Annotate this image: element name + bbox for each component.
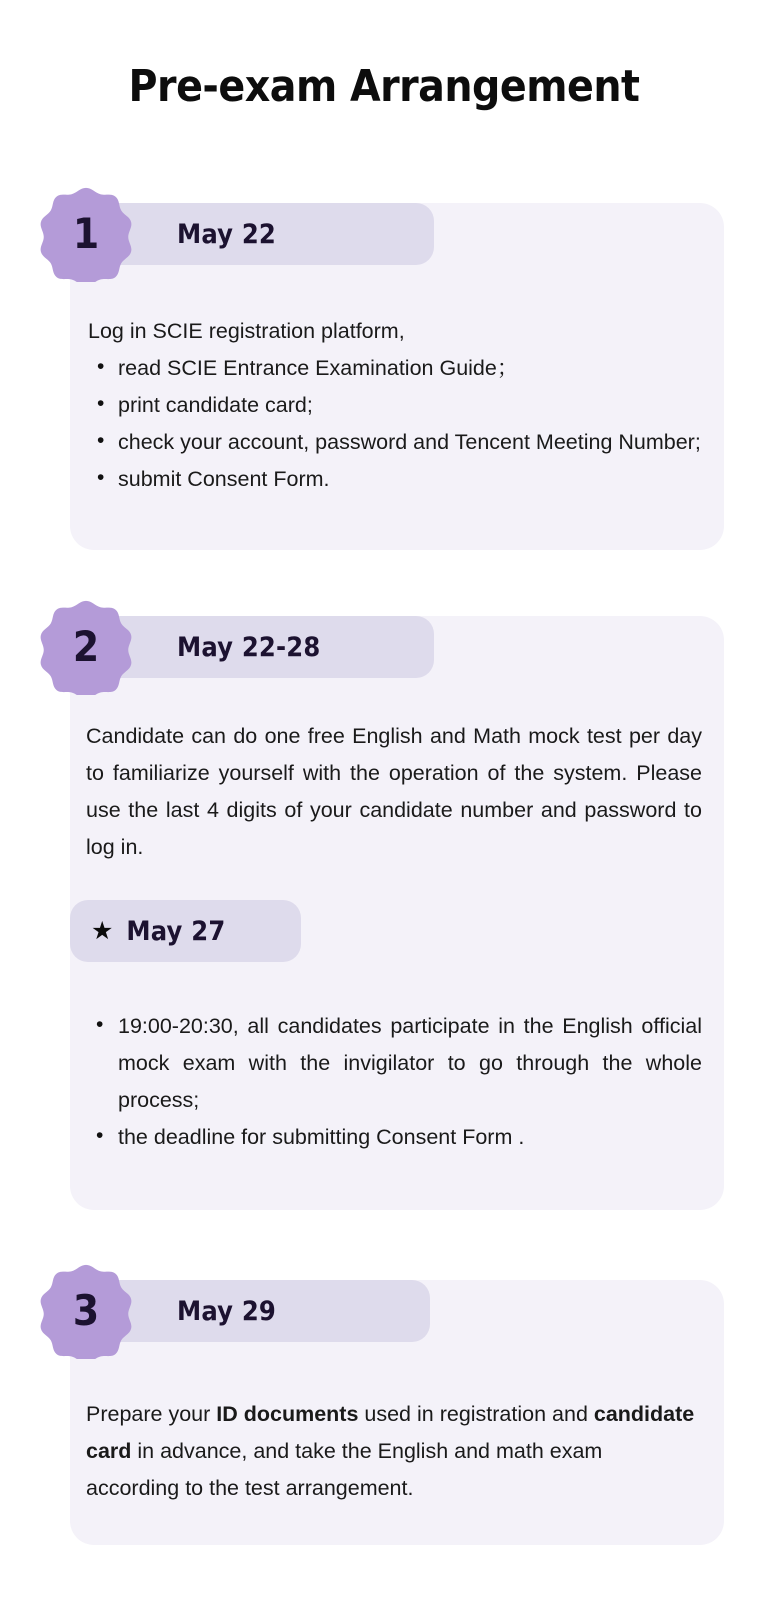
step-2-paragraph: Candidate can do one free English and Math mock test per day to familiarize yourself with the operation of the system. Please use the last 4 digits of your candidate number and password to log in. [86, 724, 702, 859]
step-1-number: 1 [72, 209, 100, 258]
step-2-bullet-list [88, 1008, 702, 1156]
page-title: Pre-exam Arrangement [128, 61, 640, 112]
step-3-date-label: May 29 [177, 1295, 277, 1327]
step-3-badge [38, 1263, 134, 1359]
step-3-number: 3 [72, 1286, 100, 1335]
step-3-paragraph [86, 1396, 698, 1507]
list-item: • submit Consent Form. [88, 461, 724, 498]
list-item: • check your account, password and Tencent Meeting Number; [88, 424, 724, 461]
step-2-body [88, 1008, 702, 1156]
step-2-number: 2 [72, 622, 100, 671]
emphasis-text: candidate card [86, 1402, 695, 1463]
list-item: • read SCIE Entrance Examination Guide； [88, 350, 724, 387]
paragraph-text: Prepare your [86, 1402, 217, 1426]
step-1-body [88, 313, 724, 498]
step-1-bullet-list [88, 350, 724, 498]
list-item: • 19:00-20:30, all candidates participate in the English official mock exam with the invigilator to go through the whole process; [88, 1008, 702, 1119]
star-icon: ★ [91, 916, 114, 945]
step-1-date-label: May 22 [177, 218, 277, 250]
list-item: • the deadline for submitting Consent Form . [88, 1119, 702, 1156]
step-2-sub-date-label: May 27 [126, 915, 226, 947]
list-item: • print candidate card; [88, 387, 724, 424]
paragraph-text: used in registration and [358, 1402, 594, 1426]
step-2-badge [38, 599, 134, 695]
step-1-badge [38, 186, 134, 282]
paragraph-text: in advance, and take the English and math exam according to the test arrangement. [86, 1438, 603, 1500]
step-2-sub-date-chip [70, 900, 301, 962]
step-2-date-label: May 22-28 [177, 631, 321, 663]
step-1-lead-text: Log in SCIE registration platform, [88, 319, 405, 343]
emphasis-text: ID documents [216, 1402, 359, 1426]
